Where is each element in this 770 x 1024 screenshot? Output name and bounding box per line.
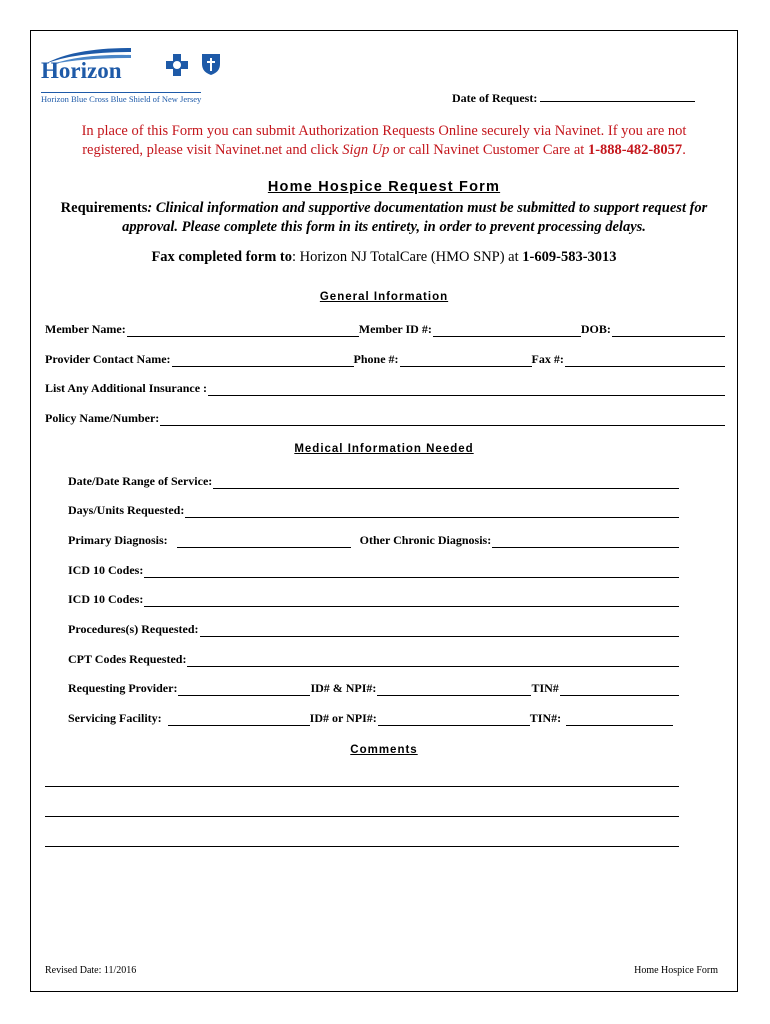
icd-row-2 <box>68 592 679 607</box>
phone-label: Phone #: <box>353 352 399 366</box>
policy-field[interactable] <box>160 413 725 426</box>
form-title: Home Hospice Request Form <box>267 179 501 195</box>
revised-date: Revised Date: 11/2016 <box>45 965 137 976</box>
icd-codes-field-1[interactable] <box>144 565 679 578</box>
notice-text-3: . <box>682 142 686 158</box>
procedures-field[interactable] <box>200 624 679 637</box>
servicing-facility-field[interactable] <box>168 713 310 726</box>
other-diagnosis-label: Other Chronic Diagnosis: <box>359 533 492 547</box>
servicing-facility-label: Servicing Facility: <box>68 711 162 725</box>
member-row <box>45 322 725 337</box>
provider-contact-row <box>45 352 725 367</box>
servicing-facility-row <box>68 711 673 726</box>
fax-label-field: Fax #: <box>531 352 564 366</box>
additional-insurance-row <box>45 381 725 396</box>
navinet-phone: 1-888-482-8057 <box>587 142 683 158</box>
blue-cross-icon <box>166 54 188 76</box>
fax-instruction <box>30 249 738 266</box>
navinet-notice <box>30 122 738 160</box>
provider-contact-field[interactable] <box>172 354 354 367</box>
footer-form-name: Home Hospice Form <box>634 965 718 976</box>
policy-label: Policy Name/Number: <box>45 411 160 425</box>
notice-text-2: or call Navinet Customer Care at <box>389 142 588 158</box>
fax-text: : Horizon NJ TotalCare (HMO SNP) at <box>291 249 523 265</box>
requirements-text-1: : Clinical information and supportive documentation must be submitted to support request for <box>147 200 708 216</box>
notice-line-2 <box>30 141 738 160</box>
id-npi-label: ID# & NPI#: <box>310 681 377 695</box>
date-range-row <box>68 474 679 489</box>
other-diagnosis-field[interactable] <box>492 535 679 548</box>
tin-field-1[interactable] <box>560 683 679 696</box>
phone-field[interactable] <box>400 354 532 367</box>
additional-insurance-field[interactable] <box>208 383 725 396</box>
tin-label-1: TIN# <box>531 681 559 695</box>
member-id-field[interactable] <box>433 324 581 337</box>
date-range-label: Date/Date Range of Service: <box>68 474 213 488</box>
icd-codes-field-2[interactable] <box>144 594 679 607</box>
general-info-heading: General Information <box>319 291 449 303</box>
requesting-provider-label: Requesting Provider: <box>68 681 178 695</box>
id-or-npi-label: ID# or NPI#: <box>309 711 377 725</box>
date-of-request-field[interactable] <box>540 90 695 102</box>
member-name-label: Member Name: <box>45 322 126 336</box>
tin-label-2: TIN#: <box>529 711 562 725</box>
cpt-field[interactable] <box>187 654 679 667</box>
horizon-logo <box>41 46 241 104</box>
comments-line-3[interactable] <box>45 846 679 847</box>
requirements-text-2: approval. Please complete this form in its entirety, in order to prevent processing delays. <box>122 219 646 235</box>
requirements-label: Requirements <box>60 200 148 216</box>
member-name-field[interactable] <box>127 324 359 337</box>
dob-label: DOB: <box>580 322 611 336</box>
horizon-logo-text: Horizon <box>41 58 122 83</box>
requirements-line-2 <box>30 218 738 237</box>
diagnosis-row <box>68 533 679 548</box>
fax-field[interactable] <box>565 354 725 367</box>
fax-number: 1-609-583-3013 <box>522 249 617 265</box>
fax-label: Fax completed form to <box>151 249 292 265</box>
days-units-field[interactable] <box>185 505 679 518</box>
icd-row-1 <box>68 563 679 578</box>
date-of-request <box>452 90 695 106</box>
requirements-line-1 <box>30 199 738 218</box>
notice-line-1: In place of this Form you can submit Authorization Requests Online securely via Navinet. If you are not <box>81 123 687 139</box>
policy-row <box>45 411 725 426</box>
provider-contact-label: Provider Contact Name: <box>45 352 171 366</box>
icd-codes-label-2: ICD 10 Codes: <box>68 592 144 606</box>
sign-up-link[interactable]: Sign Up <box>342 142 390 158</box>
date-of-request-label: Date of Request: <box>452 91 538 105</box>
additional-insurance-label: List Any Additional Insurance : <box>45 381 208 395</box>
comments-line-1[interactable] <box>45 786 679 787</box>
dob-field[interactable] <box>612 324 725 337</box>
member-id-label: Member ID #: <box>358 322 432 336</box>
blue-shield-icon <box>201 52 221 76</box>
notice-text-1: registered, please visit Navinet.net and click <box>82 142 343 158</box>
procedures-label: Procedures(s) Requested: <box>68 622 199 636</box>
requesting-provider-field[interactable] <box>178 683 310 696</box>
requesting-provider-row <box>68 681 679 696</box>
tin-field-2[interactable] <box>566 713 673 726</box>
primary-diagnosis-label: Primary Diagnosis: <box>68 533 168 547</box>
id-npi-field[interactable] <box>377 683 531 696</box>
comments-heading: Comments <box>350 744 418 756</box>
cpt-row <box>68 652 679 667</box>
comments-line-2[interactable] <box>45 816 679 817</box>
medical-info-heading: Medical Information Needed <box>294 443 474 455</box>
icd-codes-label-1: ICD 10 Codes: <box>68 563 144 577</box>
cpt-label: CPT Codes Requested: <box>68 652 187 666</box>
horizon-logo-tagline: Horizon Blue Cross Blue Shield of New Jersey <box>41 94 202 104</box>
primary-diagnosis-field[interactable] <box>177 535 351 548</box>
date-range-field[interactable] <box>213 476 679 489</box>
requirements <box>30 199 738 237</box>
days-units-row <box>68 503 679 518</box>
id-or-npi-field[interactable] <box>378 713 530 726</box>
procedures-row <box>68 622 679 637</box>
days-units-label: Days/Units Requested: <box>68 503 185 517</box>
